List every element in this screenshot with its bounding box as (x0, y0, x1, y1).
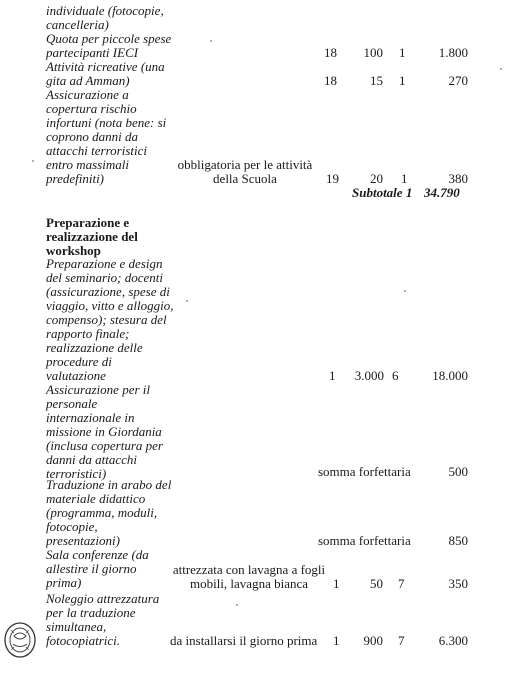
row2-4-note: da installarsi il giorno prima (170, 633, 318, 648)
row-2-desc: Attività ricreative (una gita ad Amman) (46, 59, 165, 88)
row2-3-desc: Sala conferenze (da allestire il giorno prima) (46, 547, 149, 590)
row2-0-desc: Preparazione e design del seminario; docenti (assicurazione, spese di viaggio, vitto e alloggio, compenso); stesura del rapporto finale; realizzazione delle procedure di valutazione (46, 256, 174, 383)
row-0-desc: individuale (fotocopie, cancelleria) (46, 3, 164, 32)
row2-0-qty: 1 (329, 368, 336, 383)
row-3-desc: Assicurazione a copertura rischio infortuni (nota bene: si coprono danni da attacchi terroristici entro massimali predefiniti) (46, 87, 167, 186)
row-3-unit-cost: 20 (370, 171, 383, 186)
row2-0-units: 6 (392, 368, 399, 383)
row-3-note: obbligatoria per le attività della Scuola (177, 157, 313, 186)
stamp-seal-icon (2, 620, 38, 660)
row2-4-desc: Noleggio attrezzatura per la traduzione simultanea, fotocopiatrici. (46, 591, 160, 648)
row-2-total: 270 (448, 73, 468, 88)
row2-0-total: 18.000 (432, 368, 468, 383)
row-1-total: 1.800 (438, 45, 468, 60)
row-1-units: 1 (399, 45, 406, 60)
scan-speck (186, 300, 188, 302)
row-2-qty: 18 (324, 73, 337, 88)
row2-4-units: 7 (398, 633, 405, 648)
row2-1-lump: somma forfettaria (318, 464, 411, 479)
row2-4-unit-cost: 900 (363, 633, 383, 648)
row2-4-qty: 1 (333, 633, 340, 648)
row2-1-total: 500 (448, 464, 468, 479)
section-title: Preparazione e realizzazione del workshop (46, 215, 138, 258)
row2-2-desc: Traduzione in arabo del materiale didattico (programma, moduli, fotocopie, presentazioni) (46, 477, 172, 548)
row2-3-qty: 1 (333, 576, 340, 591)
row2-3-total: 350 (448, 576, 468, 591)
row-3-qty: 19 (326, 171, 339, 186)
row-1-qty: 18 (324, 45, 337, 60)
row2-4-total: 6.300 (438, 633, 468, 648)
scan-speck (500, 68, 502, 70)
row2-2-lump: somma forfettaria (318, 533, 411, 548)
row2-3-note: attrezzata con lavagna a fogli mobili, lavagna bianca (172, 562, 326, 591)
row-3-units: 1 (401, 171, 408, 186)
row-1-desc: Quota per piccole spese partecipanti IECI (46, 31, 172, 60)
row-2-units: 1 (399, 73, 406, 88)
row-2-unit-cost: 15 (370, 73, 383, 88)
scan-speck (32, 160, 34, 162)
scan-speck (210, 40, 212, 42)
row-3-total: 380 (448, 171, 468, 186)
row2-0-unit-cost: 3.000 (354, 368, 384, 383)
scan-speck (404, 290, 406, 292)
subtotal-label: Subtotale 1 (352, 185, 413, 200)
row2-3-units: 7 (398, 576, 405, 591)
scan-speck (236, 604, 238, 606)
row-1-unit-cost: 100 (363, 45, 383, 60)
subtotal-value: 34.790 (424, 185, 460, 200)
row2-3-unit-cost: 50 (370, 576, 383, 591)
row2-1-desc: Assicurazione per il personale internazionale in missione in Giordania (inclusa copertura per danni da attacchi terroristici) (46, 382, 163, 481)
row2-2-total: 850 (448, 533, 468, 548)
